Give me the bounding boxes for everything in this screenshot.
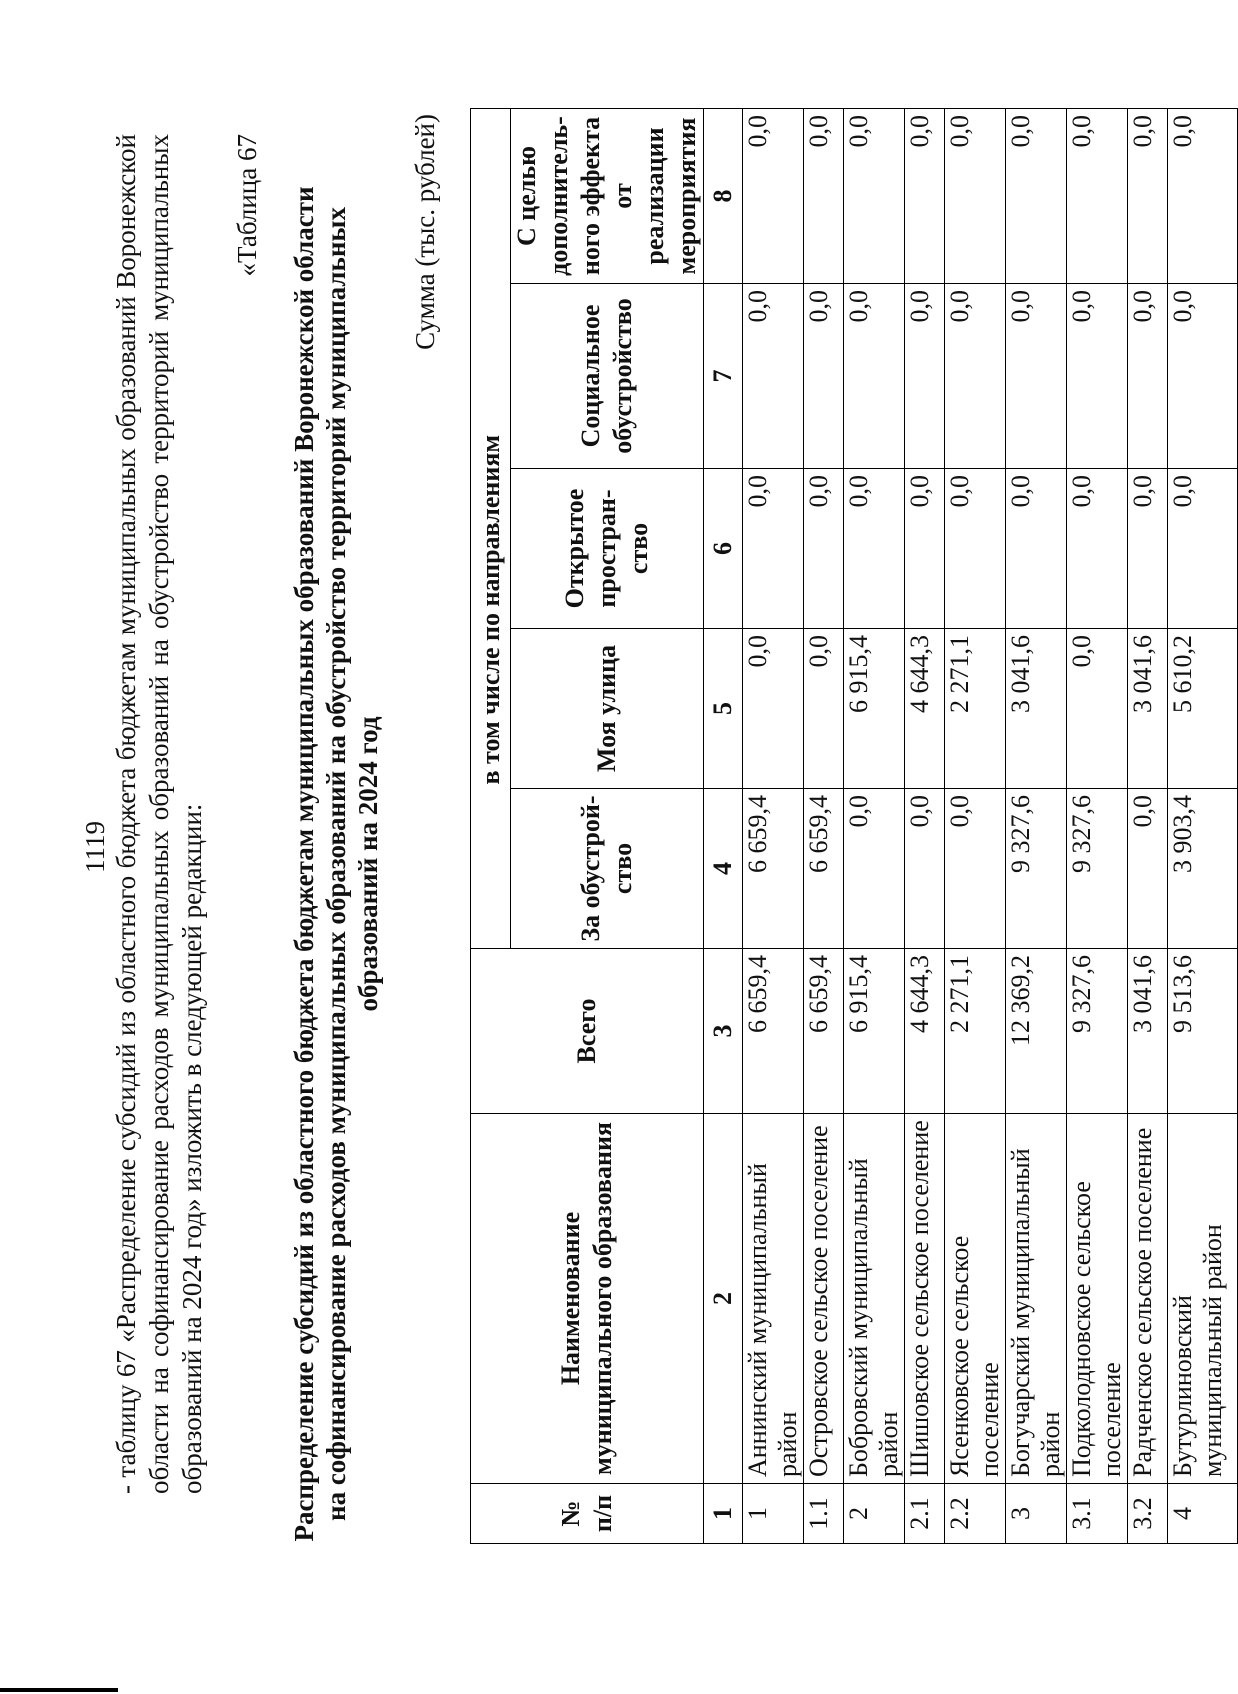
row-name: Подколодновское сельское поселение bbox=[1067, 1114, 1128, 1484]
row-name: Богучарский муниципальный район bbox=[1006, 1114, 1067, 1484]
column-number: 1 bbox=[704, 1484, 743, 1544]
row-number: 1 bbox=[743, 1484, 804, 1544]
row-total: 9 327,6 bbox=[1067, 949, 1128, 1114]
header-col4: За обустрой-ство bbox=[511, 789, 704, 949]
table-heading bbox=[288, 144, 384, 1584]
row-number: 3 bbox=[1006, 1484, 1067, 1544]
row-number: 1.1 bbox=[804, 1484, 844, 1544]
table-row bbox=[1168, 109, 1238, 1544]
row-number: 2 bbox=[844, 1484, 905, 1544]
row-col4: 0,0 bbox=[1128, 789, 1168, 949]
row-col5: 0,0 bbox=[743, 629, 804, 789]
row-total: 3 041,6 bbox=[1128, 949, 1168, 1114]
row-col7: 0,0 bbox=[905, 284, 945, 469]
header-name: Наименование муниципального образования bbox=[471, 1114, 704, 1484]
column-number: 5 bbox=[704, 629, 743, 789]
row-name: Бутурлиновский муниципальный район bbox=[1168, 1114, 1238, 1484]
row-col6: 0,0 bbox=[1006, 469, 1067, 629]
row-col7: 0,0 bbox=[1006, 284, 1067, 469]
table-row bbox=[905, 109, 945, 1544]
row-total: 12 369,2 bbox=[1006, 949, 1067, 1114]
header-group: в том числе по направлениям bbox=[471, 109, 511, 789]
row-total: 2 271,1 bbox=[945, 949, 1006, 1114]
row-col7: 0,0 bbox=[804, 284, 844, 469]
row-col4: 6 659,4 bbox=[804, 789, 844, 949]
row-col8: 0,0 bbox=[844, 109, 905, 284]
header-col5: Моя улица bbox=[511, 629, 704, 789]
column-number: 8 bbox=[704, 109, 743, 284]
row-col6: 0,0 bbox=[1168, 469, 1238, 629]
row-col7: 0,0 bbox=[844, 284, 905, 469]
row-total: 9 513,6 bbox=[1168, 949, 1238, 1114]
row-col5: 0,0 bbox=[1067, 629, 1128, 789]
row-col7: 0,0 bbox=[1168, 284, 1238, 469]
row-col6: 0,0 bbox=[945, 469, 1006, 629]
table-row bbox=[743, 109, 804, 1544]
table-row bbox=[1006, 109, 1067, 1544]
row-col5: 3 041,6 bbox=[1006, 629, 1067, 789]
row-col7: 0,0 bbox=[945, 284, 1006, 469]
column-number: 6 bbox=[704, 469, 743, 629]
column-number: 3 bbox=[704, 949, 743, 1114]
column-number: 4 bbox=[704, 789, 743, 949]
row-col8: 0,0 bbox=[1128, 109, 1168, 284]
row-col6: 0,0 bbox=[804, 469, 844, 629]
table-row bbox=[804, 109, 844, 1544]
row-number: 3.1 bbox=[1067, 1484, 1128, 1544]
row-col7: 0,0 bbox=[1128, 284, 1168, 469]
row-col8: 0,0 bbox=[905, 109, 945, 284]
row-col6: 0,0 bbox=[1128, 469, 1168, 629]
row-total: 6 659,4 bbox=[743, 949, 804, 1114]
page-number: 1119 bbox=[80, 821, 110, 873]
row-col5: 6 915,4 bbox=[844, 629, 905, 789]
column-number: 7 bbox=[704, 284, 743, 469]
row-col6: 0,0 bbox=[743, 469, 804, 629]
row-col4: 0,0 bbox=[945, 789, 1006, 949]
heading-line-3: образований на 2024 год bbox=[353, 716, 383, 1012]
row-name: Радченское сельское поселение bbox=[1128, 1114, 1168, 1484]
table-row bbox=[1067, 109, 1128, 1544]
row-col4: 6 659,4 bbox=[743, 789, 804, 949]
row-number: 4 bbox=[1168, 1484, 1238, 1544]
row-col7: 0,0 bbox=[743, 284, 804, 469]
row-name: Бобровский муниципальный район bbox=[844, 1114, 905, 1484]
header-col8: С целью дополнитель-ного эффекта от реализации мероприятия bbox=[511, 109, 704, 284]
row-total: 6 659,4 bbox=[804, 949, 844, 1114]
row-col7: 0,0 bbox=[1067, 284, 1128, 469]
header-total: Всего bbox=[471, 949, 704, 1114]
row-number: 2.2 bbox=[945, 1484, 1006, 1544]
row-col5: 5 610,2 bbox=[1168, 629, 1238, 789]
row-number: 3.2 bbox=[1128, 1484, 1168, 1544]
row-total: 6 915,4 bbox=[844, 949, 905, 1114]
row-col4: 9 327,6 bbox=[1006, 789, 1067, 949]
row-col8: 0,0 bbox=[1168, 109, 1238, 284]
row-name: Ясенковское сельское поселение bbox=[945, 1114, 1006, 1484]
header-col6: Открытое простран-ство bbox=[511, 469, 704, 629]
heading-line-2: на софинансирование расходов муниципальных образований на обустройство территорий муниципальных bbox=[321, 207, 351, 1521]
header-col7: Социальное обустройство bbox=[511, 284, 704, 469]
row-name: Шишовское сельское поселение bbox=[905, 1114, 945, 1484]
table-row bbox=[1128, 109, 1168, 1544]
subsidy-table bbox=[470, 108, 1238, 1544]
row-col8: 0,0 bbox=[945, 109, 1006, 284]
row-col8: 0,0 bbox=[743, 109, 804, 284]
row-col8: 0,0 bbox=[1067, 109, 1128, 284]
row-name: Аннинский муниципальный район bbox=[743, 1114, 804, 1484]
row-col4: 9 327,6 bbox=[1067, 789, 1128, 949]
units-label: Сумма (тыс. рублей) bbox=[410, 114, 440, 350]
row-col6: 0,0 bbox=[905, 469, 945, 629]
table-row bbox=[945, 109, 1006, 1544]
row-col6: 0,0 bbox=[844, 469, 905, 629]
header-num: № п/п bbox=[471, 1484, 704, 1544]
row-col5: 0,0 bbox=[804, 629, 844, 789]
table-row bbox=[844, 109, 905, 1544]
row-name: Островское сельское поселение bbox=[804, 1114, 844, 1484]
row-col6: 0,0 bbox=[1067, 469, 1128, 629]
row-total: 4 644,3 bbox=[905, 949, 945, 1114]
row-number: 2.1 bbox=[905, 1484, 945, 1544]
row-col4: 0,0 bbox=[844, 789, 905, 949]
column-number: 2 bbox=[704, 1114, 743, 1484]
row-col4: 3 903,4 bbox=[1168, 789, 1238, 949]
row-col5: 3 041,6 bbox=[1128, 629, 1168, 789]
row-col5: 2 271,1 bbox=[945, 629, 1006, 789]
heading-line-1: Распределение субсидий из областного бюджета бюджетам муниципальных образований Воронежской области bbox=[289, 186, 319, 1542]
row-col8: 0,0 bbox=[1006, 109, 1067, 284]
table-reference: «Таблица 67 bbox=[232, 134, 262, 277]
row-col8: 0,0 bbox=[804, 109, 844, 284]
row-col5: 4 644,3 bbox=[905, 629, 945, 789]
row-col4: 0,0 bbox=[905, 789, 945, 949]
intro-paragraph: - таблицу 67 «Распределение субсидий из областного бюджета бюджетам муниципальных образований Воронежской области на софинансирование расходов муниципальных образований на обустройство территорий муниципальных образований на 2024 год» изложить в следующей редакции: bbox=[111, 134, 207, 1494]
